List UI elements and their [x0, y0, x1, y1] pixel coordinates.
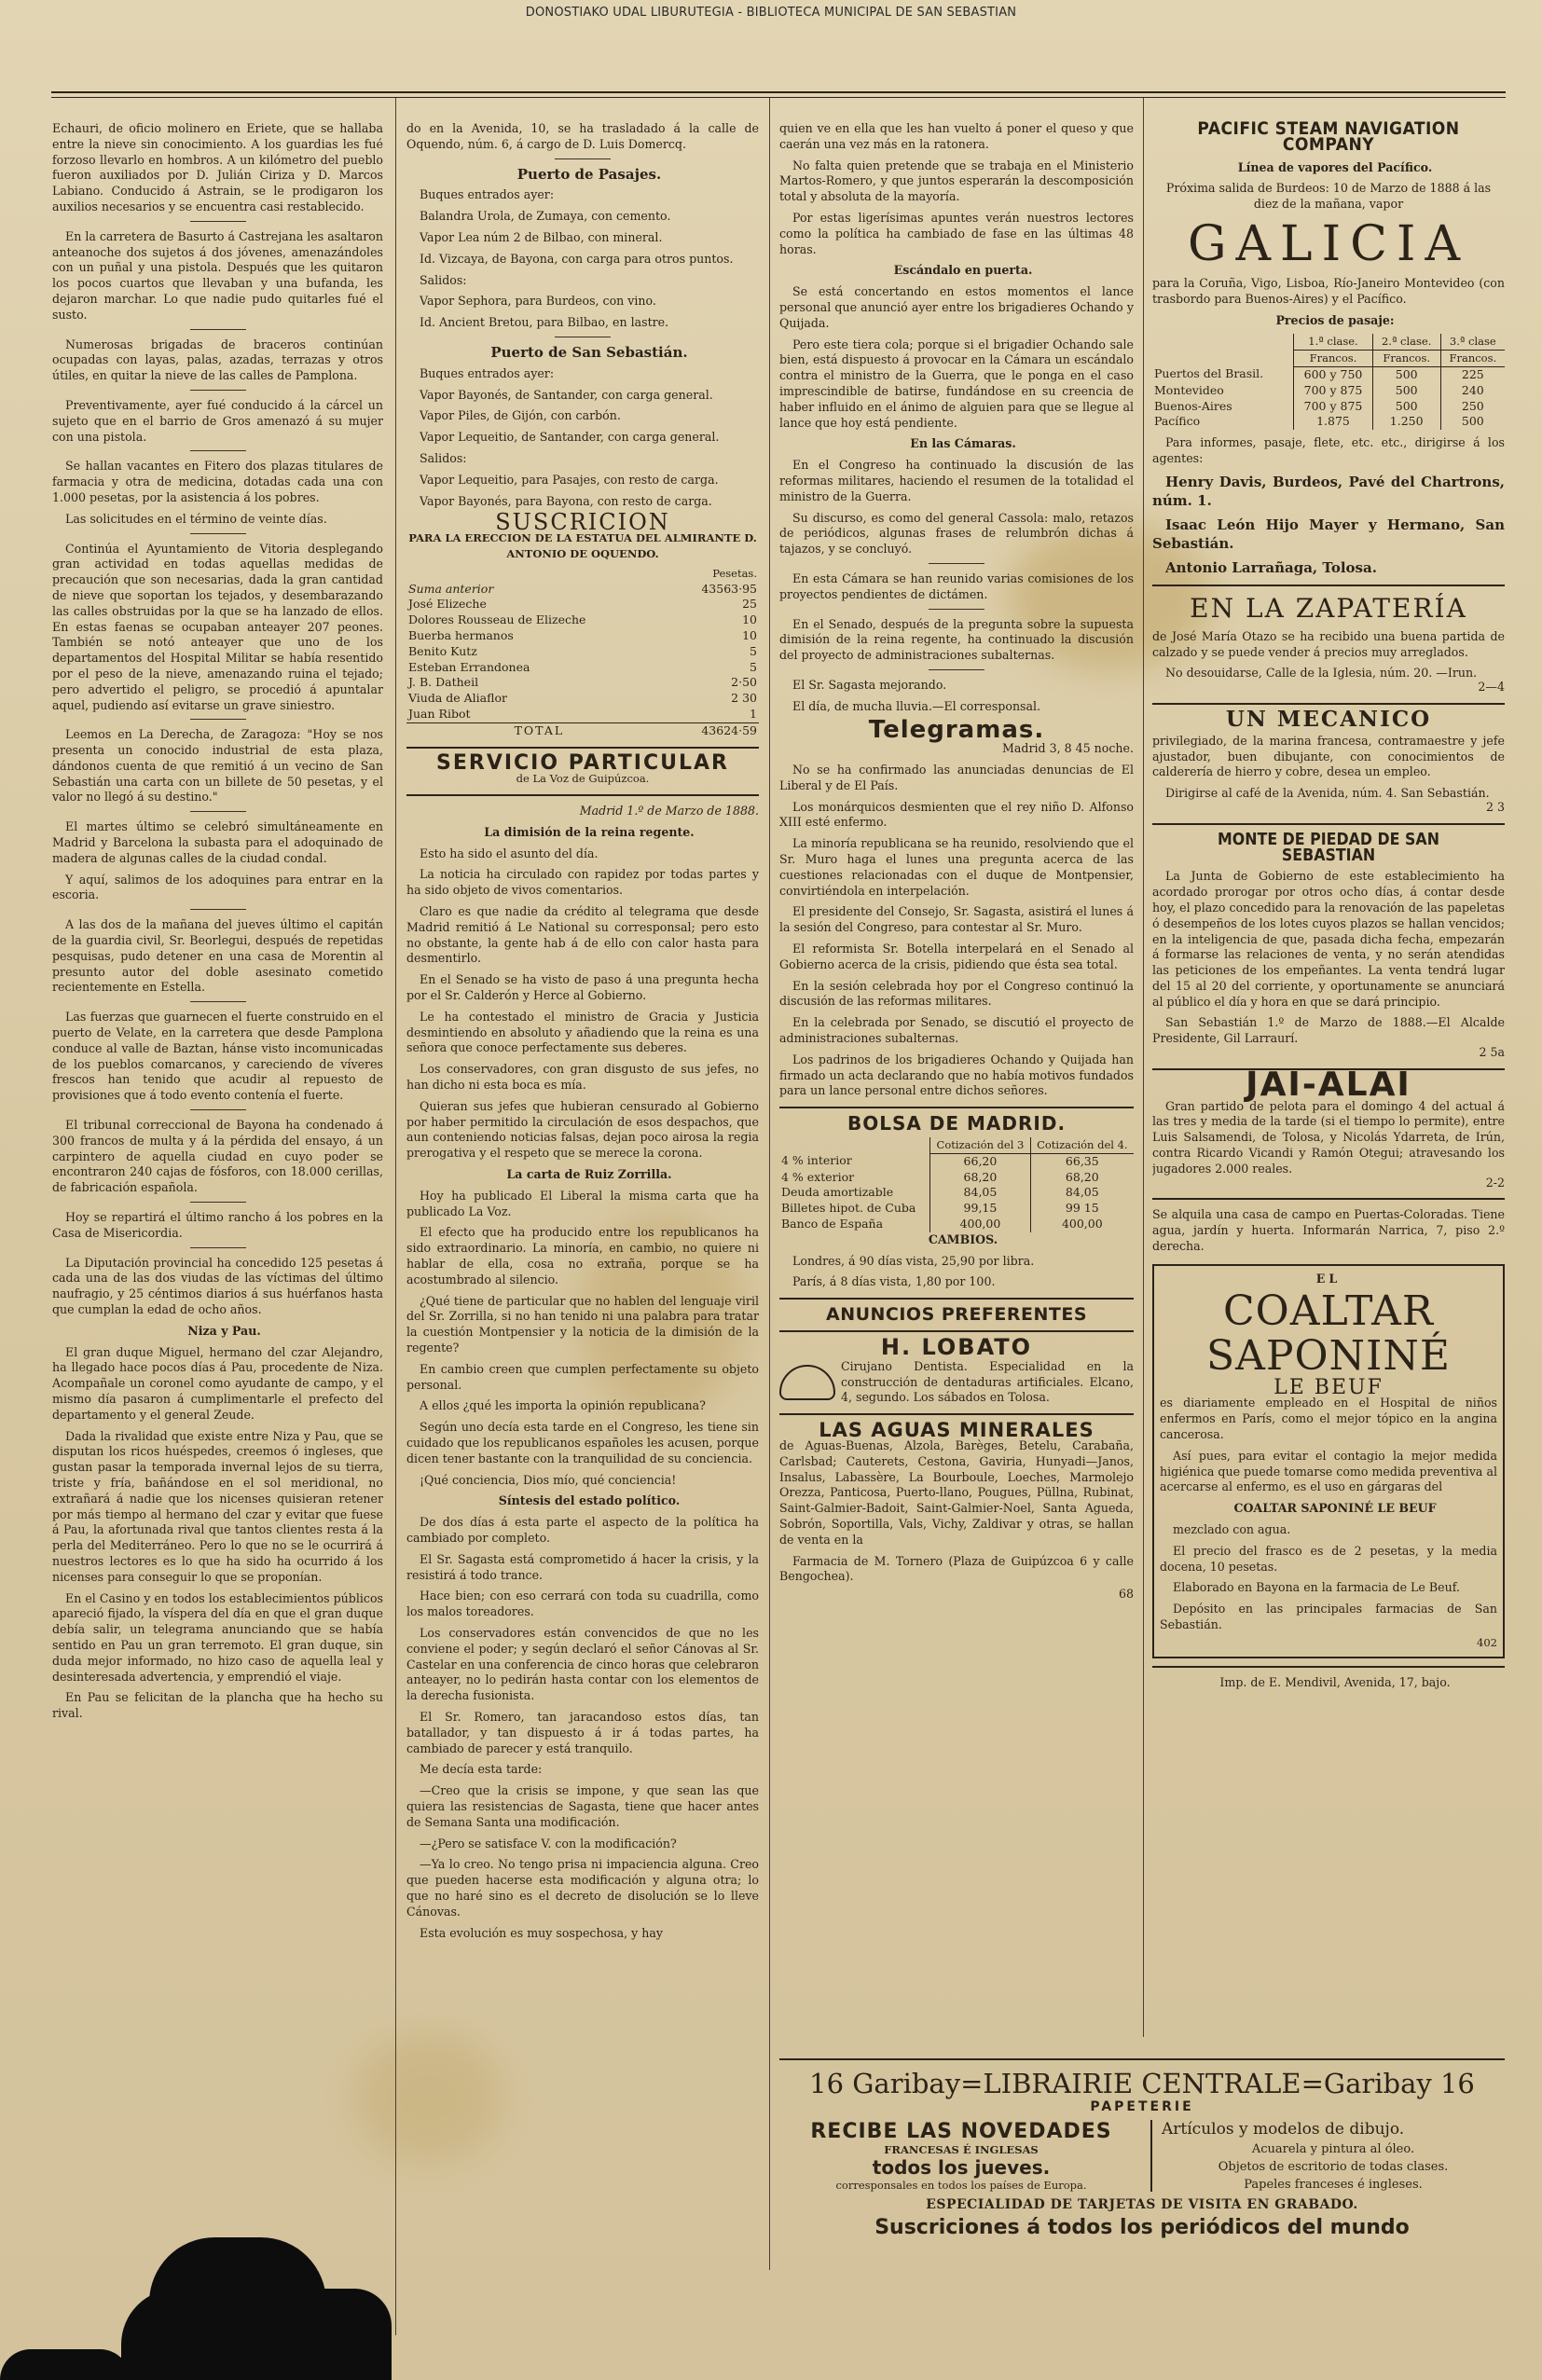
column-header: 1.ª clase.	[1294, 334, 1373, 350]
article-paragraph: ¡Qué conciencia, Dios mío, qué conciencia!	[420, 1472, 677, 1487]
section-rule	[779, 1330, 1134, 1332]
stock-exchange-title: BOLSA DE MADRID.	[847, 1112, 1067, 1135]
table-row	[1152, 414, 1505, 430]
list-item: Salidos:	[420, 450, 467, 465]
article-paragraph: Continúa el Ayuntamiento de Vitoria desplegando gran actividad en todas aquellas medidas de precaución que son necesarias, dada la gran cantidad de nieve que soportan los tejados, y desembarazando las calles obstruidas por la que se ha lanzado de ellos. En estas faenas se ocupaban anteayer 207 peones. También se notó anteayer que uno de los departamentos del Hospital Militar se había resentido por el peso de la nieve, amenazando ruina el tejado; pero advertido el peligro, se procedió á apuntalar aquel, pudiendo así evitarse un grave siniestro.	[52, 541, 383, 712]
article-paragraph: El día, de mucha lluvia.—El corresponsal.	[792, 698, 1041, 713]
column-divider	[395, 98, 396, 2335]
fare-value: 500	[1372, 399, 1440, 415]
ad-text: Artículos y modelos de dibujo.	[1162, 2120, 1405, 2139]
currency-label: Francos.	[1294, 351, 1373, 367]
column-2	[406, 121, 759, 2265]
article-paragraph: Quieran sus jefes que hubieran censurado al Gobierno por haber permitido la circulación de esos despachos, que aun conteniendo noticias falsas, dejan poco airosa la regia prerogativa y el respeto que se merece la corona.	[406, 1098, 759, 1161]
ad-title: PACIFIC STEAM NAVIGATION COMPANY	[1197, 121, 1460, 155]
ad-number: 68	[1118, 1587, 1134, 1602]
column-divider	[769, 98, 770, 2270]
table-row	[779, 1217, 1134, 1232]
article-paragraph: do en la Avenida, 10, se ha trasladado á la calle de Oquendo, núm. 6, á cargo de D. Luis Domercq.	[406, 121, 759, 151]
telegrams-title: Telegramas.	[868, 715, 1045, 744]
ad-number: 2 5a	[1479, 1045, 1505, 1060]
currency-label: Francos.	[1372, 351, 1440, 367]
librairie-ad	[779, 2051, 1505, 2239]
service-title: SERVICIO PARTICULAR	[436, 750, 729, 775]
ad-text: El precio del frasco es de 2 pesetas, y la media docena, 10 pesetas.	[1160, 1543, 1497, 1574]
article-paragraph: ¿Qué tiene de particular que no hablen del lenguaje viril del Sr. Zorrilla, si no han tenido ni una palabra para tratar la cuestión Montpensier y la noticia de la dimisión de la regente?	[406, 1293, 759, 1355]
section-heading: CAMBIOS.	[928, 1231, 998, 1246]
article-paragraph: Hoy ha publicado El Liberal la misma carta que ha publicado La Voz.	[406, 1188, 759, 1218]
ad-subtitle: EL	[1315, 1271, 1342, 1286]
contribution-amount: 1	[750, 706, 757, 721]
quote-value: 400,00	[1030, 1217, 1134, 1232]
table-row	[779, 1153, 1134, 1169]
separator	[190, 1202, 246, 1203]
section-rule	[779, 1413, 1134, 1415]
column-header: 3.ª clase	[1440, 334, 1505, 350]
ad-text: La Junta de Gobierno de este establecimiento ha acordado prorogar por otros ocho días, á contar desde hoy, el plazo concedido para la renovación de las papeletas ó desempeños de los lotes cuyos plazos se hallan vencidos; en la inteligencia de que, pasada dicha fecha, empezarán á formarse las relaciones de venta, y no serán atendidas las peticiones de los empeñantes. La venta tendrá lugar del 15 al 20 del corriente, y oportunamente se anunciará al público el día y hora en que se dará principio.	[1152, 869, 1505, 1009]
agent: Isaac León Hijo Mayer y Hermano, San Sebastián.	[1152, 516, 1505, 552]
ad-text: ESPECIALIDAD DE TARJETAS DE VISITA EN GRABADO.	[926, 2197, 1358, 2212]
quote-value: 68,20	[930, 1170, 1030, 1186]
article-paragraph: Leemos en La Derecha, de Zaragoza: "Hoy se nos presenta un conocido industrial de esta plaza, dándonos cuenta de que remitió á un vecino de San Sebastián una carta con un billete de 50 pesetas, y el valor no llegó á su destino."	[52, 727, 383, 805]
article-paragraph: En la carretera de Basurto á Castrejana les asaltaron anteanoche dos sujetos á dos jóvenes, amenazándoles con un puñal y una pistola. Después que les quitaron los pocos cuartos que llevaban y una bufanda, les dejaron marchar. Lo que nadie pudo quitarles fué el susto.	[52, 228, 383, 322]
article-paragraph: La Diputación provincial ha concedido 125 pesetas á cada una de las dos viudas de las víctimas del último naufragio, y 25 céntimos diarios á sus huérfanos hasta que cumplan la edad de ocho años.	[52, 1255, 383, 1316]
column-header: 2.ª clase.	[1372, 334, 1440, 350]
subscription-table	[406, 566, 759, 739]
top-rule	[51, 91, 1506, 93]
article-paragraph: Según uno decía esta tarde en el Congreso, les tiene sin cuidado que los republicanos españoles les acusen, porque dicen tener bastante con la tranquilidad de su conciencia.	[406, 1420, 759, 1465]
subscription-title: SUSCRICION	[495, 509, 670, 536]
port-name: Pacífico	[1154, 414, 1201, 429]
list-item: Vapor Sephora, para Burdeos, con vino.	[420, 294, 656, 309]
article-paragraph: El reformista Sr. Botella interpelará en el Senado al Gobierno acerca de la crisis, pidiendo que ésta sea total.	[779, 942, 1134, 971]
article-paragraph: A las dos de la mañana del jueves último el capitán de la guardia civil, Sr. Beorlegui, después de repetidas pesquisas, pudo detener en una casa de Morentin al presunto autor del doble asesinato cometido recientemente en Estella.	[52, 917, 383, 995]
article-paragraph: En esta Cámara se han reunido varias comisiones de los proyectos pendientes de dictámen.	[779, 571, 1134, 601]
article-paragraph: En la sesión celebrada hoy por el Congreso continuó la discusión de las reformas militares.	[779, 978, 1134, 1009]
article-paragraph: Pero este tiera cola; porque si el brigadier Ochando sale bien, está dispuesto á provocar en la Cámara un escándalo contra el ministro de la Guerra, que le ponga en el caso imprescindible de batirse, fundándose en su creencia de haber influido en el ánimo de alguien para que se llegue al lance que hoy está pendiente.	[779, 337, 1134, 430]
security-name: Banco de España	[781, 1217, 884, 1231]
article-paragraph: El efecto que ha producido entre los republicanos ha sido extraordinario. La minoría, en cambio, no quiere ni hablar de ella, cosa no extraña, porque se ha acostumbrado al silencio.	[406, 1225, 759, 1286]
separator	[190, 909, 246, 910]
separator	[190, 1247, 246, 1248]
section-rule	[1152, 703, 1505, 705]
security-name: Billetes hipot. de Cuba	[781, 1201, 916, 1216]
port-name: Montevideo	[1154, 382, 1224, 397]
ad-title: H. LOBATO	[880, 1334, 1033, 1360]
ad-subtitle: Línea de vapores del Pacífico.	[1237, 159, 1433, 174]
separator	[190, 811, 246, 812]
contribution-amount: 10	[742, 627, 757, 642]
separator	[929, 563, 984, 564]
column-3	[779, 121, 1134, 2023]
ad-title: 16 Garibay=LIBRAIRIE CENTRALE=Garibay 16	[809, 2068, 1475, 2099]
printer-line: Imp. de E. Mendivil, Avenida, 17, bajo.	[1219, 1674, 1451, 1689]
article-paragraph: —¿Pero se satisface V. con la modificación?	[420, 1836, 677, 1850]
list-item: Id. Ancient Bretou, para Bilbao, en lastre.	[420, 315, 669, 330]
table-row	[406, 691, 759, 707]
section-rule	[779, 1107, 1134, 1108]
contributor-name: Buerba hermanos	[408, 627, 514, 642]
table-row	[1152, 399, 1505, 415]
list-item: Balandra Urola, de Zumaya, con cemento.	[420, 209, 671, 224]
section-rule	[1152, 1666, 1505, 1668]
agent: Antonio Larrañaga, Tolosa.	[1165, 558, 1377, 576]
table-row	[779, 1201, 1134, 1217]
article-paragraph: En cambio creen que cumplen perfectamente su objeto personal.	[406, 1361, 759, 1392]
fare-value: 500	[1372, 383, 1440, 399]
quote-value: 400,00	[930, 1217, 1030, 1232]
ad-number: 2 3	[1485, 799, 1505, 814]
exchange-line: París, á 8 días vista, 1,80 por 100.	[792, 1274, 996, 1289]
table-row	[406, 675, 759, 691]
ad-text: No desouidarse, Calle de la Iglesia, núm. 20. —Irun.	[1165, 666, 1478, 681]
article-paragraph: De dos días á esta parte el aspecto de la política ha cambiado por completo.	[406, 1515, 759, 1545]
ad-text: FRANCESAS É INGLESAS	[884, 2143, 1039, 2156]
security-name: 4 % exterior	[781, 1169, 855, 1184]
column-header: Pesetas.	[712, 566, 757, 580]
total-value: 43624·59	[672, 722, 759, 738]
ad-headline: Suscriciones á todos los periódicos del mundo	[874, 2216, 1410, 2239]
separator	[190, 533, 246, 534]
section-heading: Niza y Pau.	[187, 1323, 261, 1338]
contributor-name: Juan Ribot	[408, 706, 471, 721]
separator	[190, 719, 246, 720]
ad-text: Depósito en las principales farmacias de San Sebastián.	[1160, 1602, 1497, 1631]
article-paragraph: Preventivamente, ayer fué conducido á la cárcel un sujeto que en el barrio de Gros amenazó á su mujer con una pistola.	[52, 397, 383, 444]
contributor-name: J. B. Datheil	[408, 675, 479, 690]
quote-value: 99,15	[930, 1201, 1030, 1217]
contribution-amount: 2 30	[731, 691, 757, 706]
article-paragraph: En el Senado, después de la pregunta sobre la supuesta dimisión de la reina regente, ha continuado la discusión del proyecto de administraciones subalternas.	[779, 616, 1134, 663]
contributor-name: José Elizeche	[408, 597, 487, 612]
ad-text: Próxima salida de Burdeos: 10 de Marzo de 1888 á las diez de la mañana, vapor	[1165, 181, 1492, 212]
article-paragraph: Los conservadores, con gran disgusto de sus jefes, no han dicho ni esta boca es mía.	[406, 1062, 759, 1093]
contributor-name: Viuda de Aliaflor	[408, 691, 507, 706]
port-name: Puertos del Brasil.	[1154, 366, 1264, 381]
port-name: Buenos-Aires	[1154, 398, 1232, 413]
list-item: Vapor Bayonés, de Santander, con carga general.	[420, 387, 713, 402]
service-subtitle: de La Voz de Guipúzcoa.	[516, 772, 650, 786]
section-heading: En las Cámaras.	[910, 436, 1016, 451]
column-header: Cotización del 3	[930, 1137, 1030, 1153]
fare-table	[1152, 334, 1505, 430]
article-paragraph: En el Casino y en todos los establecimientos públicos apareció fijado, la víspera del día en que el gran duque debía salir, un telegrama anunciando que se había sentido en Pau un gran terremoto. El gran duque, sin duda mejor informado, no hizo caso de aquella leal y desinteresada advertencia, y emprendió el viaje.	[52, 1590, 383, 1684]
dentures-icon	[779, 1365, 835, 1400]
column-4	[1152, 121, 1505, 1930]
article-paragraph: En la celebrada por Senado, se discutió el proyecto de administraciones subalternas.	[779, 1015, 1134, 1046]
article-paragraph: En el Congreso ha continuado la discusión de las reformas militares, haciendo el resumen de la totalidad el ministro de la Guerra.	[779, 458, 1134, 503]
fare-value: 250	[1440, 399, 1505, 415]
contribution-amount: 25	[742, 597, 757, 612]
contribution-amount: 2·50	[731, 675, 757, 690]
section-rule	[779, 2058, 1505, 2060]
ad-text: Para informes, pasaje, flete, etc. etc., dirigirse á los agentes:	[1152, 435, 1505, 465]
table-row	[406, 612, 759, 628]
list-item: Vapor Lequeitio, de Santander, con carga general.	[420, 430, 720, 445]
article-paragraph: Echauri, de oficio molinero en Eriete, que se hallaba entre la nieve sin conocimiento. A los guardias les fué forzoso llevarlo en hombros. A un kilómetro del pueblo fueron auxiliados por D. Julián Ciriza y D. Marcos Labiano. Conducido á Astrain, se le prodigaron los auxilios necesarios y se encuentra casi restablecido.	[52, 121, 383, 213]
ad-text: Cirujano Dentista. Especialidad en la construcción de dentaduras artificiales. Elcano, 4, segundo. Los sábados en Tolosa.	[841, 1358, 1134, 1405]
table-row	[406, 707, 759, 722]
article-paragraph: Claro es que nadie da crédito al telegrama que desde Madrid remitió á Le National su corresponsal; pero esto no obstante, la gente hab á de ello con calor hasta para desmentirlo.	[406, 904, 759, 966]
currency-label: Francos.	[1440, 351, 1505, 367]
fare-value: 1.875	[1294, 414, 1373, 430]
contribution-amount: 43563·95	[701, 581, 757, 596]
top-rule-thin	[51, 97, 1506, 98]
quote-value: 99 15	[1030, 1201, 1134, 1217]
article-paragraph: Los conservadores están convencidos de que no les conviene el poder; y según declaró el señor Cánovas al Sr. Castelar en una conferencia de cinco horas que celebraron anteayer, no lo pedirán hasta contar con los elementos de la derecha fusionista.	[406, 1625, 759, 1703]
ad-number: 402	[1477, 1635, 1497, 1649]
article-paragraph: Dada la rivalidad que existe entre Niza y Pau, que se disputan los ricos huéspedes, creemos ó ingleses, que gustan pasar la temporada invernal lejos de su tierra, triste y fría, bañándose en el sol meridional, no extrañará á nadie que los nicenses quisieran retener por más tiempo al hermano del czar y evitar que fuese á Pau, la afortunada rival que tantos clientes resta á la perla del Mediterráneo. Pero lo que no se le ocurrirá á nuestros lectores es lo que ha sido ha ocurrido á los nicenses para conseguir lo que se proponían.	[52, 1428, 383, 1584]
article-paragraph: Las solicitudes en el término de veinte días.	[65, 511, 327, 526]
list-item: Vapor Bayonés, para Bayona, con resto de carga.	[420, 493, 712, 508]
separator	[929, 669, 984, 670]
article-paragraph: Le ha contestado el ministro de Gracia y Justicia desmintiendo en absoluto y añadiendo que la reina es una señora que conoce perfectamente sus deberes.	[406, 1009, 759, 1055]
list-item: Buques entrados ayer:	[420, 365, 555, 380]
ad-headline: RECIBE LAS NOVEDADES	[810, 2120, 1112, 2143]
ad-subtitle: LE BEUF	[1274, 1375, 1384, 1399]
article-paragraph: Me decía esta tarde:	[420, 1762, 543, 1777]
section-rule	[406, 794, 759, 796]
table-row	[779, 1170, 1134, 1186]
article-paragraph: Esto ha sido el asunto del día.	[420, 846, 599, 860]
article-paragraph: Los monárquicos desmienten que el rey niño D. Alfonso XIII esté enfermo.	[779, 799, 1134, 830]
ad-text: San Sebastián 1.º de Marzo de 1888.—El Alcalde Presidente, Gil Larraurí.	[1152, 1015, 1505, 1046]
ad-title: LAS AGUAS MINERALES	[819, 1419, 1095, 1442]
agent: Henry Davis, Burdeos, Pavé del Chartrons, núm. 1.	[1152, 473, 1505, 509]
section-rule	[1152, 1198, 1505, 1200]
list-item: Vapor Lequeitio, para Pasajes, con resto de carga.	[420, 472, 719, 487]
ad-text: de Aguas-Buenas, Alzola, Barèges, Betelu, Carabaña, Carlsbad; Cauterets, Cestona, Gaviria, Hunyadi—Janos, Insalus, Labassère, La Bourboule, Loeches, Marmolejo Orezza, Panticosa, Puerto-llano, Pougues, Püllna, Rubinat, Saint-Galmier-Badoit, Saint-Galmier-Noel, Santa Agueda, Sobrón, Soportilla, Vals, Vichy, Zaldivar y otras, se hallan de venta en la	[779, 1438, 1134, 1547]
coaltar-ad	[1152, 1264, 1505, 1658]
article-paragraph: No falta quien pretende que se trabaja en el Ministerio Martos-Romero, y que juntos esperarán la descomposición total y absoluta de la mayoría.	[779, 158, 1134, 204]
subscription-subtitle: PARA LA ERECCION DE LA ESTATUA DEL ALMIRANTE D. ANTONIO DE OQUENDO.	[408, 531, 757, 560]
ad-text: corresponsales en todos los países de Europa.	[835, 2179, 1087, 2192]
ad-text: privilegiado, de la marina francesa, contramaestre y jefe ajustador, buen dibujante, con conocimientos de calderería de hierro y cobre, desea un empleo.	[1152, 733, 1505, 779]
article-paragraph: Hoy se repartirá el último rancho á los pobres en la Casa de Misericordia.	[52, 1210, 383, 1240]
article-paragraph: El martes último se celebró simultáneamente en Madrid y Barcelona la subasta para el adoquinado de madera de algunas calles de la ciudad condal.	[52, 819, 383, 865]
table-row	[406, 628, 759, 644]
list-item: Id. Vizcaya, de Bayona, con carga para otros puntos.	[420, 251, 734, 266]
ad-text: Así pues, para evitar el contagio la mejor medida higiénica que puede tomarse como medida preventiva al acercarse al enfermo, es el uso en gárgaras del	[1160, 1448, 1497, 1494]
library-header: DONOSTIAKO UDAL LIBURUTEGIA - BIBLIOTECA MUNICIPAL DE SAN SEBASTIAN	[525, 6, 1017, 20]
section-heading: La carta de Ruiz Zorrilla.	[506, 1167, 672, 1182]
list-item: Vapor Piles, de Gijón, con carbón.	[420, 408, 621, 423]
section-heading: La dimisión de la reina regente.	[484, 824, 695, 839]
section-rule	[406, 747, 759, 749]
article-paragraph: La noticia ha circulado con rapidez por todas partes y ha sido objeto de vivos comentarios.	[406, 867, 759, 898]
ad-text: Se alquila una casa de campo en Puertas-Coloradas. Tiene agua, jardín y huerta. Informarán Narrica, 7, piso 2.º derecha.	[1152, 1207, 1505, 1254]
separator	[555, 158, 611, 159]
ad-text: Acuarela y pintura al óleo.	[1251, 2142, 1415, 2156]
article-paragraph: El Sr. Sagasta mejorando.	[792, 677, 947, 692]
article-paragraph: El gran duque Miguel, hermano del czar Alejandro, ha llegado hace pocos días á Pau, procedente de Niza. Acompañale un coronel como ayudante de campo, y el mismo día pasaron á cumplimentarle el prefecto del departamento y el general Zeude.	[52, 1344, 383, 1422]
separator	[190, 1001, 246, 1002]
stock-table	[779, 1137, 1134, 1232]
contributor-name: Suma anterior	[408, 581, 494, 596]
quote-value: 84,05	[930, 1185, 1030, 1201]
security-name: Deuda amortizable	[781, 1185, 894, 1200]
list-item: Vapor Lea núm 2 de Bilbao, con mineral.	[420, 229, 663, 244]
article-paragraph: No se ha confirmado las anunciadas denuncias de El Liberal y de El País.	[779, 763, 1134, 792]
separator	[190, 1109, 246, 1110]
article-paragraph: —Ya lo creo. No tengo prisa ni impaciencia alguna. Creo que pueden hacerse esta modificación y alguna otra; lo que no haré sino es el decreto de disolución se lo lleve Cánovas.	[406, 1857, 759, 1919]
article-paragraph: La minoría republicana se ha reunido, resolviendo que el Sr. Muro haga el lunes una pregunta acerca de las cuestiones relacionadas con el duque de Montpensier, convirtiéndola en interpelación.	[779, 836, 1134, 898]
separator	[190, 390, 246, 391]
table-row	[406, 644, 759, 660]
fare-value: 240	[1440, 383, 1505, 399]
article-paragraph: El presidente del Consejo, Sr. Sagasta, asistirá el lunes á la sesión del Congreso, para contestar al Sr. Muro.	[779, 904, 1134, 935]
quote-value: 66,35	[1030, 1153, 1134, 1169]
section-heading: Síntesis del estado político.	[498, 1493, 681, 1508]
ad-subtitle: Precios de pasaje:	[1275, 312, 1395, 327]
article-paragraph: Y aquí, salimos de los adoquines para entrar en la escoria.	[52, 872, 383, 902]
article-paragraph: Por estas ligerísimas apuntes verán nuestros lectores como la política ha cambiado de fase en las últimas 48 horas.	[779, 210, 1134, 256]
fare-value: 1.250	[1372, 414, 1440, 430]
fare-value: 225	[1440, 366, 1505, 382]
ad-title: JAI-ALAI	[1246, 1065, 1411, 1104]
article-paragraph: Los padrinos de los brigadieres Ochando y Quijada han firmado un acta declarando que no había motivos fundados para un lance personal entre dichos señores.	[779, 1052, 1134, 1098]
contribution-amount: 5	[750, 643, 757, 658]
contributor-name: Esteban Errandonea	[408, 659, 530, 674]
column-header: Cotización del 4.	[1030, 1137, 1134, 1153]
ad-text: es diariamente empleado en el Hospital de niños enfermos en París, como el mejor tópico en la angina cancerosa.	[1160, 1396, 1497, 1442]
ad-text: Gran partido de pelota para el domingo 4 del actual á las tres y media de la tarde (si el tiempo lo permite), entre Luis Salsamendi, de Tolosa, y Nicolás Ydarreta, de Irún, contra Ricardo Vicandi y Ramón Otegui; atravesando los jugadores 2.000 reales.	[1152, 1098, 1505, 1176]
contributor-name: Benito Kutz	[408, 643, 477, 658]
table-row	[1152, 383, 1505, 399]
fare-value: 500	[1440, 414, 1505, 430]
article-paragraph: En Pau se felicitan de la plancha que ha hecho su rival.	[52, 1690, 383, 1721]
quote-value: 84,05	[1030, 1185, 1134, 1201]
ad-text: de José María Otazo se ha recibido una buena partida de calzado y se puede vender á precios muy arreglados.	[1152, 628, 1505, 659]
table-row	[406, 597, 759, 612]
exchange-line: Londres, á 90 días vista, 25,90 por libra.	[792, 1253, 1035, 1268]
article-paragraph: Numerosas brigadas de braceros continúan ocupadas con layas, palas, azadas, terrazas y otros útiles, en quitar la nieve de las calles de Pamplona.	[52, 337, 383, 383]
quote-value: 68,20	[1030, 1170, 1134, 1186]
contributor-name: Dolores Rousseau de Elizeche	[408, 612, 586, 627]
contribution-amount: 5	[750, 659, 757, 674]
table-row	[779, 1185, 1134, 1201]
ad-text: mezclado con agua.	[1173, 1522, 1291, 1537]
page-damage	[0, 2349, 131, 2380]
ad-text: Objetos de escritorio de todas clases.	[1218, 2160, 1449, 2174]
ad-title: COALTAR SAPONINÉ	[1205, 1286, 1452, 1380]
separator	[190, 450, 246, 451]
ads-title: ANUNCIOS PREFERENTES	[825, 1304, 1088, 1326]
separator	[190, 221, 246, 222]
ship-name: GALICIA	[1187, 215, 1470, 272]
ad-title: EN LA ZAPATERÍA	[1190, 592, 1467, 624]
ad-subtitle: PAPETERIE	[1090, 2099, 1194, 2114]
dateline: Madrid 1.º de Marzo de 1888.	[579, 804, 759, 819]
table-row	[406, 660, 759, 676]
contribution-amount: 10	[742, 612, 757, 627]
section-heading: Puerto de Pasajes.	[516, 165, 662, 183]
fare-value: 500	[1372, 366, 1440, 382]
column-divider	[1143, 98, 1144, 2037]
fare-value: 700 y 875	[1294, 383, 1373, 399]
ad-text: Papeles franceses é ingleses.	[1244, 2178, 1423, 2192]
article-paragraph: El tribunal correccional de Bayona ha condenado á 300 francos de multa y á la pérdida del ensayo, á un carpintero de aquella ciudad en cuyo poder se encontraron 240 cajas de fósforos, con 18.000 cerillas, de fabricación española.	[52, 1118, 383, 1195]
article-paragraph: Esta evolución es muy sospechosa, y hay	[420, 1925, 663, 1940]
article-paragraph: En el Senado se ha visto de paso á una pregunta hecha por el Sr. Calderón y Herce al Gobierno.	[406, 972, 759, 1003]
ad-text: para la Coruña, Vigo, Lisboa, Río-Janeiro Montevideo (con trasbordo para Buenos-Aires) y el Pacífico.	[1152, 275, 1505, 306]
fare-value: 600 y 750	[1294, 366, 1373, 382]
section-rule	[1152, 585, 1505, 586]
ad-text: Elaborado en Bayona en la farmacia de Le Beuf.	[1173, 1580, 1460, 1595]
article-paragraph: Su discurso, es como del general Cassola: malo, retazos de periódicos, algunas frases de relumbrón dichas á tajazos, y se concluyó.	[779, 510, 1134, 557]
ad-text: Farmacia de M. Tornero (Plaza de Guipúzcoa 6 y calle Bengochea).	[779, 1553, 1134, 1584]
ad-headline: todos los jueves.	[872, 2156, 1051, 2179]
ad-number: 2-2	[1485, 1175, 1505, 1190]
column-1	[52, 121, 383, 2354]
ad-title: UN MECANICO	[1225, 706, 1432, 732]
section-heading: Escándalo en puerta.	[893, 263, 1033, 278]
table-row	[1152, 366, 1505, 382]
section-heading: Puerto de San Sebastián.	[490, 343, 688, 361]
ad-number: 2—4	[1478, 680, 1505, 695]
separator	[190, 329, 246, 330]
ad-text: Dirigirse al café de la Avenida, núm. 4. San Sebastián.	[1165, 786, 1490, 801]
article-paragraph: —Creo que la crisis se impone, y que sean las que quiera las resistencias de Sagasta, tiene que hacer antes de Semana Santa una modificación.	[406, 1783, 759, 1829]
article-paragraph: El Sr. Romero, tan jaracandoso estos días, tan batallador, y tan dispuesto á ir á todas partes, ha cambiado de parecer y está tranquilo.	[406, 1709, 759, 1755]
article-paragraph: quien ve en ella que les han vuelto á poner el queso y que caerán una vez más en la ratonera.	[779, 121, 1134, 151]
total-label: TOTAL	[406, 722, 672, 738]
article-paragraph: El Sr. Sagasta está comprometido á hacer la crisis, y la resistirá á todo trance.	[406, 1551, 759, 1582]
fare-value: 700 y 875	[1294, 399, 1373, 415]
table-row	[406, 582, 759, 598]
article-paragraph: Las fuerzas que guarnecen el fuerte construido en el puerto de Velate, en la carretera que desde Pamplona conduce al valle de Baztan, hánse visto incomunicadas de los pueblos comarcanos, y careciendo de víveres frescos han tenido que acudir al repuesto de provisiones que á todo evento contenía el fuerte.	[52, 1010, 383, 1103]
separator	[929, 609, 984, 610]
list-item: Buques entrados ayer:	[420, 187, 555, 202]
section-rule	[1152, 823, 1505, 825]
article-paragraph: A ellos ¿qué les importa la opinión republicana?	[420, 1398, 706, 1413]
dateline: Madrid 3, 8 45 noche.	[1002, 741, 1134, 756]
article-paragraph: Se hallan vacantes en Fitero dos plazas titulares de farmacia y otra de medicina, dotadas cada una con 1.000 pesetas, por la asistencia á los pobres.	[52, 459, 383, 504]
section-rule	[779, 1298, 1134, 1300]
quote-value: 66,20	[930, 1153, 1030, 1169]
article-paragraph: Hace bien; con eso cerrará con toda su cuadrilla, como los malos toreadores.	[406, 1589, 759, 1619]
ad-subtitle: COALTAR SAPONINÉ LE BEUF	[1233, 1501, 1437, 1516]
ad-title: MONTE DE PIEDAD DE SAN SEBASTIAN	[1218, 829, 1439, 865]
article-paragraph: Se está concertando en estos momentos el lance personal que anunció ayer entre los brigadieres Ochando y Quijada.	[779, 284, 1134, 330]
security-name: 4 % interior	[781, 1153, 852, 1168]
list-item: Salidos:	[420, 272, 467, 287]
